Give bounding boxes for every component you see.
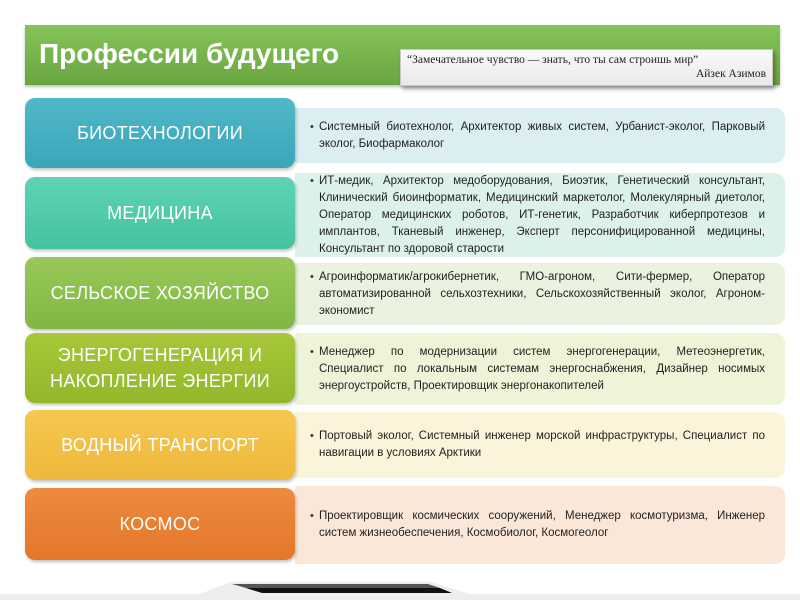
professions-medicine	[295, 173, 785, 257]
category-water-transport: ВОДНЫЙ ТРАНСПОРТ	[25, 410, 295, 480]
quote-box	[400, 49, 773, 86]
professions-biotech	[295, 108, 785, 163]
bullet-icon: •	[310, 430, 314, 442]
professions-text: Агроинформатик/агрокибернетик, ГМО-агроном, Сити-фермер, Оператор автоматизированной сельхозтехники, Сельскохозяйственный эколог, Агроном-экономист	[319, 270, 765, 317]
category-medicine: МЕДИЦИНА	[25, 177, 295, 249]
quote-text: “Замечательное чувство — знать, что ты сам строишь мир”	[407, 54, 699, 66]
category-agriculture: СЕЛЬСКОЕ ХОЗЯЙСТВО	[25, 257, 295, 329]
bullet-icon: •	[310, 270, 314, 283]
professions-space	[295, 486, 785, 564]
bullet-icon: •	[310, 174, 314, 187]
professions-text: ИТ-медик, Архитектор медоборудования, Биоэтик, Генетический консультант, Клинический биоинформатик, Медицинский маркетолог, Молекулярный диетолог, Оператор медицинских роботов, ИТ-генетик, Разработчик киберпротезов и имплантов, Тканевый инженер, Эксперт персонифицированной медицины, Консультант по здоровой старости	[319, 174, 765, 255]
quote-author: Айзек Азимов	[695, 68, 766, 80]
bullet-icon: •	[310, 120, 314, 133]
slide-title: Профессии будущего	[39, 38, 340, 69]
professions-text: Системный биотехнолог, Архитектор живых систем, Урбанист-эколог, Парковый эколог, Биофармаколог	[319, 120, 765, 150]
category-space: КОСМОС	[25, 488, 295, 560]
professions-water-transport	[295, 412, 785, 478]
bullet-icon: •	[310, 510, 314, 522]
professions-agriculture	[295, 263, 785, 325]
professions-energy	[295, 333, 785, 405]
professions-text: Портовый эколог, Системный инженер морской инфраструктуры, Специалист по навигации в условиях Арктики	[319, 430, 765, 459]
footer-stripe-decoration	[0, 580, 800, 600]
professions-text: Проектировщик космических сооружений, Менеджер космотуризма, Инженер систем жизнеобеспечения, Космобиолог, Космогеолог	[319, 510, 765, 539]
bullet-icon: •	[310, 345, 314, 358]
category-energy: ЭНЕРГОГЕНЕРАЦИЯ И НАКОПЛЕНИЕ ЭНЕРГИИ	[25, 333, 295, 403]
professions-text: Менеджер по модернизации систем энергогенерации, Метеоэнергетик, Специалист по локальным системам энергоснабжения, Дизайнер носимых энергоустройств, Проектировщик энергонакопителей	[319, 345, 765, 392]
category-biotech: БИОТЕХНОЛОГИИ	[25, 98, 295, 168]
